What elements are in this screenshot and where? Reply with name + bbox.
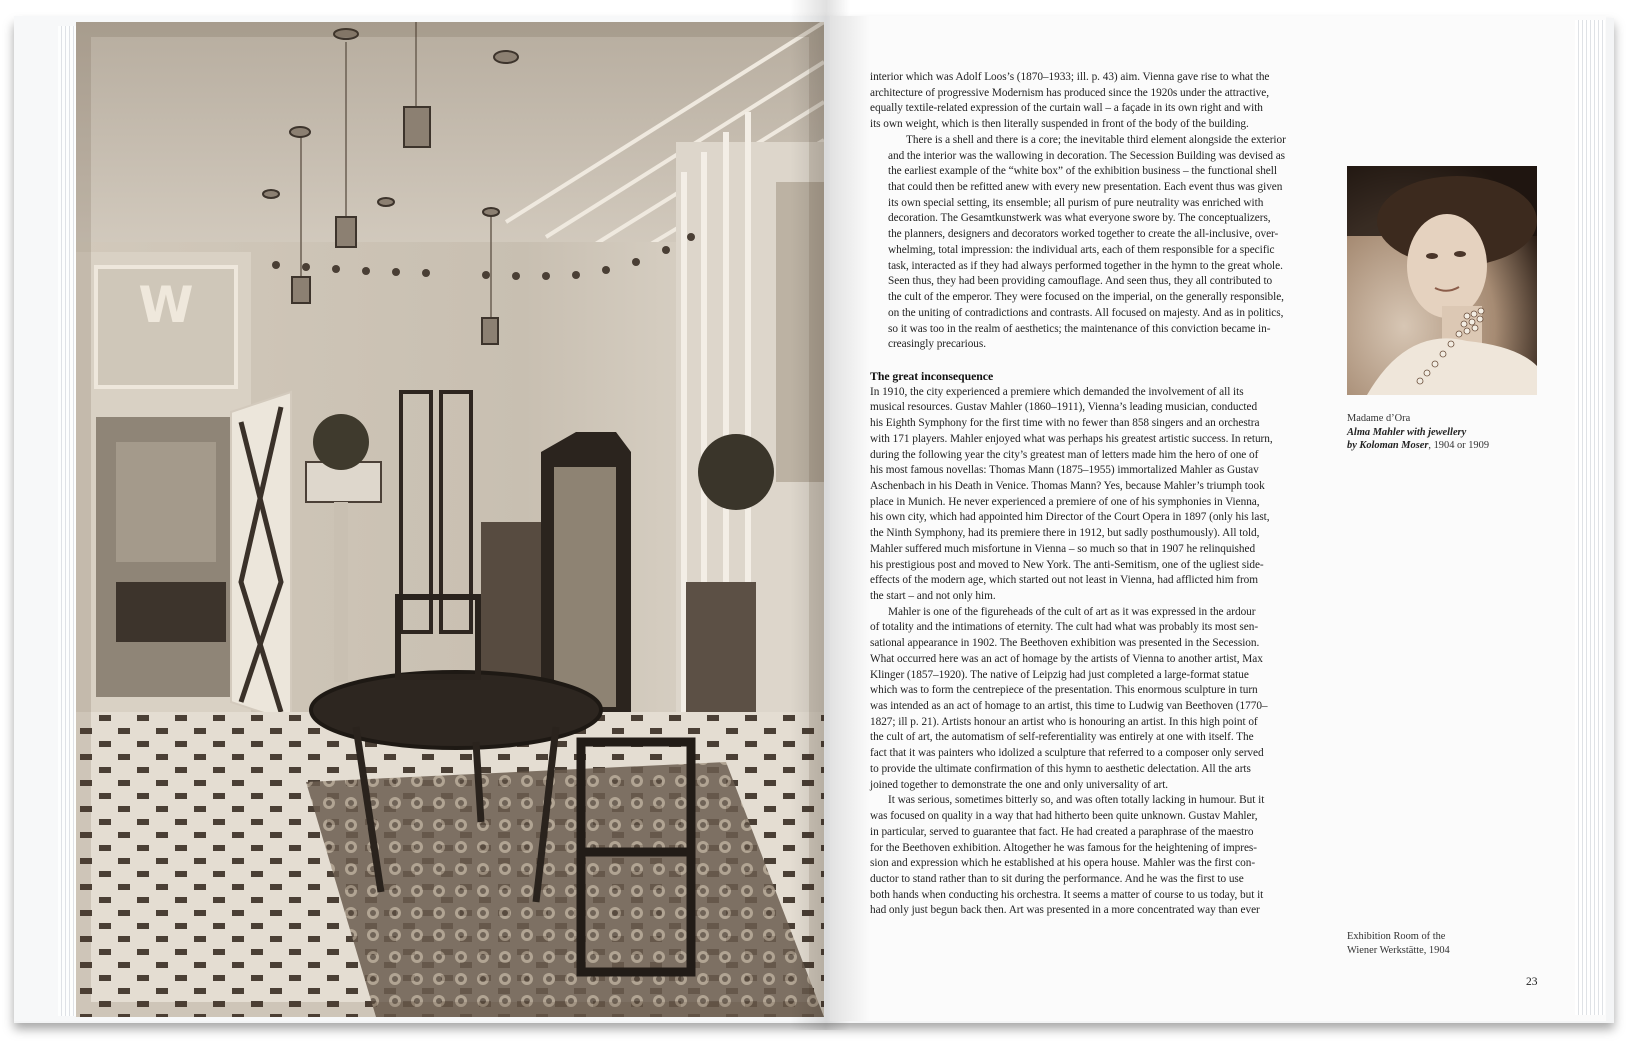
paragraph-5: It was serious, sometimes bitterly so, and was often totally lacking in humour. But it was focused on quality in a way that had hitherto been quite unknown. Gustav Mahler, in particular, served to guarantee that fact. He had created a paraphrase of the maestro for the Beethoven exhibition. Altogether he was famous for the heightening of impres- sion and expression which he established at his opera house. Mahler was the first con- ductor to stand rather than to sit during the performance. And he was the first to use both hands when conducting his orchestra. It seems a matter of course to us today, but it had only just begun back then. Art was presented in a more concentrated way than ever [870,794,1265,917]
photo-caption-line1: Exhibition Room of the [1347,931,1446,942]
portrait-title-line2: by Koloman Moser [1347,440,1429,451]
portrait-illustration [1347,166,1537,395]
page-edges-right [1575,20,1605,1015]
portrait-date: , 1904 or 1909 [1428,440,1490,451]
photo-caption [1347,930,1450,957]
portrait-artist: Madame d’Ora [1347,413,1411,424]
paragraph-1: interior which was Adolf Loos’s (1870–1933; ill. p. 43) aim. Vienna gave rise to what the architecture of progressive Modernism has produced since the 1920s under the attractive, equally textile-related expression of the curtain wall – a façade in its own right and with its own weight, which is then literally suspended in front of the body of the building. [870,71,1270,131]
exhibition-room-photo [76,22,824,1017]
exhibition-room-illustration [76,22,824,1017]
gutter-shadow-right [830,16,870,1021]
page-number: 23 [1526,976,1538,988]
portrait-caption [1347,412,1489,453]
svg-text:W: W [138,276,194,334]
paragraph-3: In 1910, the city experienced a premiere which demanded the involvement of all its musical resources. Gustav Mahler (1860–1911), Vienna’s leading musician, conducted his Eighth Symphony for the first time with no fewer than 858 singers and an orchestra with 171 players. Mahler enjoyed what was perhaps his greatest artistic success. In return, during the following year the city’s greatest man of letters made him the hero of one of his most famous novellas: Thomas Mann (1875–1955) immortalized Mahler as Gustav Aschenbach in his Death in Venice. Thomas Mann? Yes, because Mahler’s triumph took place in Munich. He never experienced a premiere of one of his symphonies in Vienna, his own city, which had appointed him Director of the Court Opera in 1897 (only his last, the Ninth Symphony, had its premiere there in 1912, but sadly posthumously). All told, Mahler suffered much misfortune in Vienna – so much so that in 1907 he relinquished his prestigious post and moved to New York. The anti-Semitism, one of the ugliest side- effects of the modern age, which started out not least in Vienna, had afflicted him from the start – and not only him. [870,385,1273,602]
photo-caption-line2: Wiener Werkstätte, 1904 [1347,944,1450,956]
portrait-title-line1: Alma Mahler with jewellery [1347,426,1467,438]
alma-mahler-portrait [1347,166,1537,395]
paragraph-2: There is a shell and there is a core; the inevitable third element alongside the exterior and the interior was the wallowing in decoration. The Secession Building was devised as the earliest example of the “white box” of the exhibition business – the functional shell that could then be refitted anew with every new presentation. Each event thus was given its own special setting, its ensemble; all purism of pure neutrality was enriched with decoration. The Gesamtkunstwerk was what everyone swore by. The conceptualizers, the planners, designers and decorators worked together to create the all-inclusive, over- whelming, total impression: the individual arts, each of them responsible for a specific task, interacted as if they had always performed together in the hymn to the great whole. Seen thus, they had been providing camouflage. And seen thus, they all contributed to the cult of the emperor. They were focused on the imperial, on the generally responsible, on the uniting of contradictions and contrasts. All focused on majesty. And as in politics, so it was too in the realm of aesthetics; the maintenance of this conviction became in- creasingly precarious. [888,133,1286,351]
body-text [870,70,1320,919]
section-heading: The great inconsequence [870,368,994,383]
paragraph-4: Mahler is one of the figureheads of the cult of art as it was expressed in the ardour of totality and the intimations of eternity. The cult had what was probably its most sen- sational appearance in 1902. The Beethoven exhibition was presented in the Secession. What occurred here was an act of homage by the artists of Vienna to another artist, Max Klinger (1857–1920). The native of Leipzig had just completed a large-format statue which was to form the centrepiece of the presentation. This enormous sculpture in turn was intended as an act of homage to an artist, this time to Ludwig van Beethoven (1770– 1827; ill p. 21). Artists honour an artist who is honouring an artist. In this high point of the cult of art, the automatism of self-referentiality was entirely at one with itself. The fact that it was painters who idolized a sculpture that referred to a composer only served to provide the ultimate confirmation of this hymn to aesthetic delectation. All the arts joined together to demonstrate the one and only universality of art. [870,605,1268,791]
